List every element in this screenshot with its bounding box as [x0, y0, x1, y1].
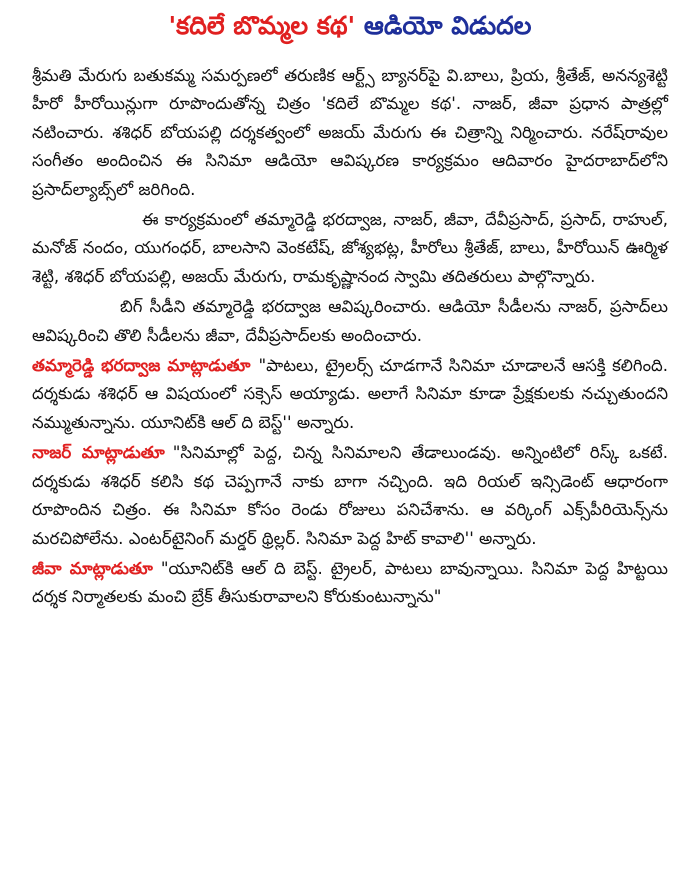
speaker-name: జీవా మాట్లాడుతూ	[32, 558, 153, 578]
paragraph-cd-release: బిగ్ సీడీని తమ్మారెడ్డి భరద్వాజ ఆవిష్కరించారు. ఆడియో సీడీలను నాజర్, ప్రసాద్‌లు ఆవిష్కరించి తొలి సీడీలను జీవా, దేవీప్రసాద్‌లకు అందించారు.	[32, 297, 668, 345]
paragraph-attendees: ఈ కార్యక్రమంలో తమ్మారెడ్డి భరద్వాజ, నాజర్, జీవా, దేవీప్రసాద్, ప్రసాద్, రాహుల్, మనోజ్ నందం, యుగంధర్, బాలసాని వెంకటేష్, జోశ్యభట్ల, హీరోలు శ్రీతేజ్, బాలు, హీరోయిన్ ఊర్మిళ శెట్టి, శశిధర్ బోయపల్లి, అజయ్ మేరుగు, రామకృష్ణానంద స్వామి తదితరులు పాల్గొన్నారు.	[32, 210, 668, 286]
headline-title-red: 'కదిలే బొమ్మల కథ'	[168, 11, 356, 40]
headline-title-blue: ఆడియో విడుదల	[363, 11, 532, 40]
quote-paragraph	[32, 352, 668, 437]
quote-text: "యూనిట్‌కి ఆల్ ది బెస్ట్. ట్రైలర్, పాటలు బావున్నాయి. సినిమా పెద్ద హిట్టయి దర్శక నిర్మాతలకు మంచి బ్రేక్ తీసుకురావాలని కోరుకుంటున్నాను"	[32, 558, 668, 607]
quote-paragraph	[32, 555, 668, 612]
paragraph-intro: శ్రీమతి మేరుగు బతుకమ్మ సమర్పణలో తరుణిక ఆర్ట్స్ బ్యానర్‌పై వి.బాలు, ప్రియ, శ్రీతేజ్, అనన్యశెట్టి హీరో హీరోయిన్లుగా రూపొందుతోన్న చిత్రం 'కదిలే బొమ్మల కథ'. నాజర్, జీవా ప్రధాన పాత్రల్లో నటించారు. శశిధర్ బోయపల్లి దర్శకత్వంలో అజయ్ మేరుగు ఈ చిత్రాన్ని నిర్మించారు. నరేష్‌రావుల సంగీతం అందించిన ఈ సినిమా ఆడియో ఆవిష్కరణ కార్యక్రమం ఆదివారం హైదరాబాద్‌లోని ప్రసాద్‌ల్యాబ్స్‌లో జరిగింది.	[32, 66, 668, 199]
article-headline	[32, 8, 668, 44]
speaker-name: నాజర్ మాట్లాడుతూ	[32, 443, 165, 463]
quote-paragraph	[32, 439, 668, 553]
quote-text: "పాటలు, ట్రైలర్స్ చూడగానే సినిమా చూడాలనే ఆసక్తి కలిగింది. దర్శకుడు శశిధర్ ఆ విషయంలో సక్సెస్ అయ్యాడు. అలాగే సినిమా కూడా ప్రేక్షకులకు నచ్చుతుందని నమ్ముతున్నాను. యూనిట్‌కి ఆల్ ది బెస్ట్'' అన్నారు.	[32, 356, 668, 432]
speaker-name: తమ్మారెడ్డి భరద్వాజ మాట్లాడుతూ	[32, 356, 251, 376]
quote-text: "సినిమాల్లో పెద్ద, చిన్న సినిమాలని తేడాలుండవు. అన్నింటిలో రిస్క్ ఒకటే. దర్శకుడు శశిధర్ కలిసి కథ చెప్పగానే నాకు బాగా నచ్చింది. ఇది రియల్ ఇన్సిడెంట్ ఆధారంగా రూపొందిన చిత్రం. ఈ సినిమా కోసం రెండు రోజులు పనిచేశాను. ఆ వర్కింగ్ ఎక్స్‌పీరియెన్స్‌ను మరచిపోలేను. ఎంటర్‌టైనింగ్ మర్డర్ థ్రిల్లర్. సినిమా పెద్ద హిట్ కావాలి'' అన్నారు.	[32, 443, 668, 548]
